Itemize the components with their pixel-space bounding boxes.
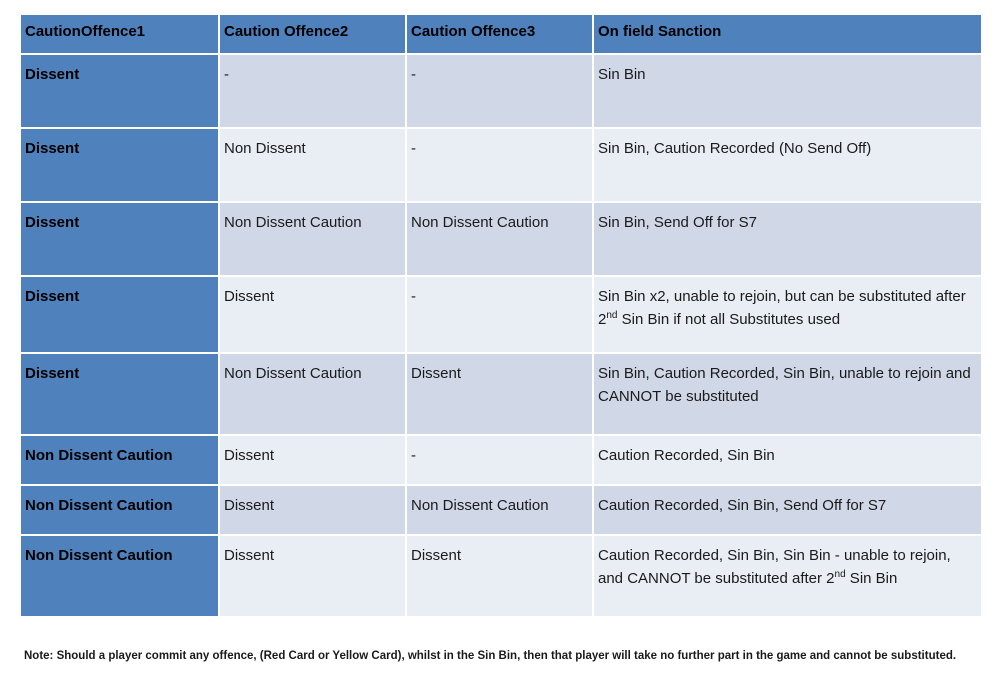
header-caution-offence-2: Caution Offence2: [219, 14, 406, 54]
cell-offence2: -: [219, 54, 406, 128]
cell-offence3: Dissent: [406, 353, 593, 435]
table-row: [20, 353, 982, 435]
cell-offence2: Non Dissent: [219, 128, 406, 202]
sanction-text: Sin Bin x2, unable to rejoin, but can be substituted after 2: [598, 288, 966, 328]
table-body: [20, 54, 982, 617]
header-on-field-sanction: On field Sanction: [593, 14, 982, 54]
sanction-text: Caution Recorded, Sin Bin, Sin Bin - unable to rejoin, and CANNOT be substituted after 2: [598, 547, 951, 587]
cell-offence1: Dissent: [20, 128, 219, 202]
cell-offence3: -: [406, 128, 593, 202]
cell-offence1: Dissent: [20, 353, 219, 435]
table-row: [20, 276, 982, 353]
cell-offence2: Dissent: [219, 435, 406, 485]
cell-offence1: Non Dissent Caution: [20, 485, 219, 535]
header-caution-offence-1: CautionOffence1: [20, 14, 219, 54]
cell-offence1: Non Dissent Caution: [20, 535, 219, 617]
header-caution-offence-3: Caution Offence3: [406, 14, 593, 54]
cell-offence1: Dissent: [20, 276, 219, 353]
cell-offence2: Non Dissent Caution: [219, 202, 406, 276]
cell-offence3: -: [406, 435, 593, 485]
cell-offence2: Dissent: [219, 535, 406, 617]
cell-sanction: Sin Bin, Caution Recorded, Sin Bin, unable to rejoin and CANNOT be substituted: [593, 353, 982, 435]
table-row: [20, 535, 982, 617]
cell-offence3: Non Dissent Caution: [406, 485, 593, 535]
table-row: [20, 202, 982, 276]
table-row: [20, 435, 982, 485]
cell-offence3: -: [406, 54, 593, 128]
header-row: [20, 14, 982, 54]
cell-offence1: Dissent: [20, 202, 219, 276]
cell-offence1: Dissent: [20, 54, 219, 128]
cell-offence1: Non Dissent Caution: [20, 435, 219, 485]
cell-sanction: Sin Bin, Caution Recorded (No Send Off): [593, 128, 982, 202]
sanction-text-suffix: Sin Bin: [845, 570, 898, 587]
cell-offence2: Dissent: [219, 276, 406, 353]
sanction-text-suffix: Sin Bin if not all Substitutes used: [617, 311, 841, 328]
cell-sanction: Caution Recorded, Sin Bin: [593, 435, 982, 485]
ordinal-suffix: nd: [834, 569, 846, 580]
table-header: [20, 14, 982, 54]
cell-sanction: Caution Recorded, Sin Bin, Send Off for S7: [593, 485, 982, 535]
cell-offence3: -: [406, 276, 593, 353]
cell-offence2: Dissent: [219, 485, 406, 535]
cell-sanction: Sin Bin, Send Off for S7: [593, 202, 982, 276]
cell-offence3: Non Dissent Caution: [406, 202, 593, 276]
ordinal-suffix: nd: [606, 310, 618, 321]
sanctions-table: [19, 13, 983, 618]
cell-offence3: Dissent: [406, 535, 593, 617]
cell-sanction: [593, 276, 982, 353]
table-row: [20, 485, 982, 535]
cell-offence2: Non Dissent Caution: [219, 353, 406, 435]
footnote: Note: Should a player commit any offence, (Red Card or Yellow Card), whilst in the Sin Bin, then that player will take no further part in the game and cannot be substituted.: [24, 650, 957, 662]
table-row: [20, 54, 982, 128]
cell-sanction: [593, 535, 982, 617]
cell-sanction: Sin Bin: [593, 54, 982, 128]
table-row: [20, 128, 982, 202]
